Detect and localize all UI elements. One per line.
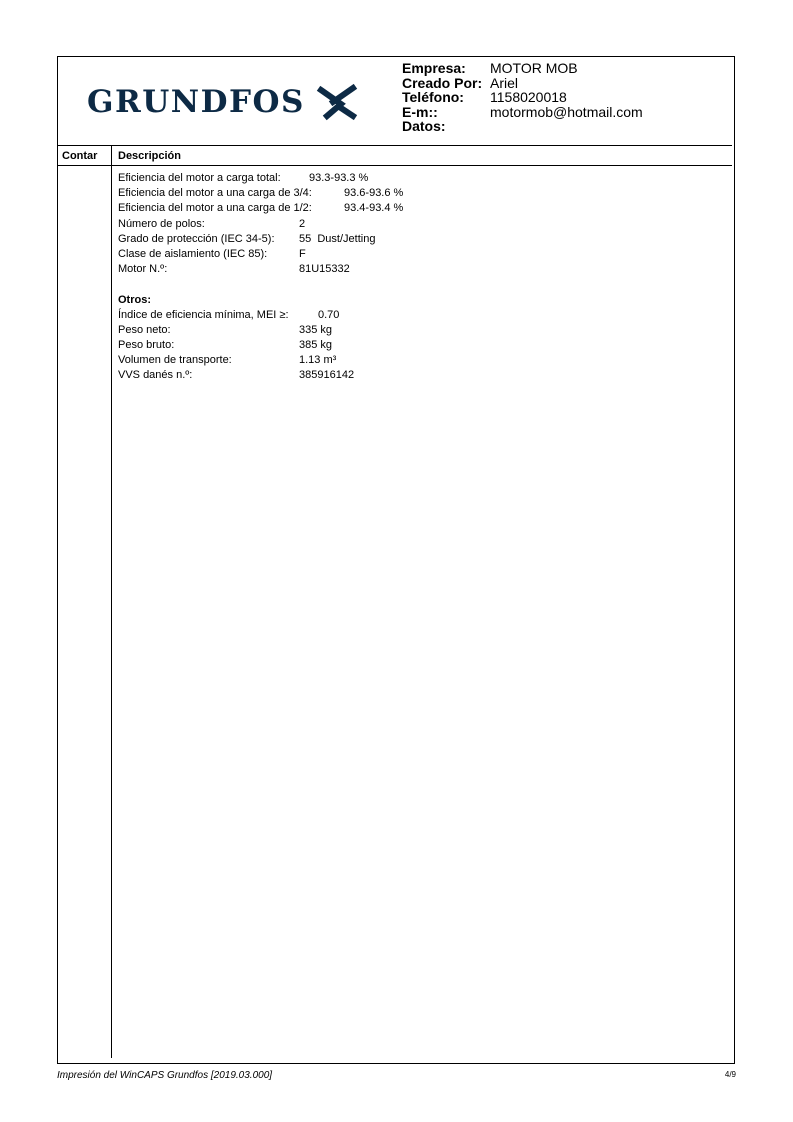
section-gap <box>118 277 312 292</box>
spec-label: Eficiencia del motor a una carga de 1/2: <box>118 202 312 215</box>
spec-label: Clase de aislamiento (IEC 85): <box>118 247 268 260</box>
spec-label: Número de polos: <box>118 217 205 230</box>
others-label: Peso bruto: <box>118 339 175 352</box>
spec-row <box>118 217 312 232</box>
column-separator <box>111 145 112 1058</box>
grundfos-x-icon <box>313 82 361 122</box>
spec-value: 55 Dust/Jetting <box>299 232 376 245</box>
description-body <box>118 171 404 384</box>
spec-label: Motor N.º: <box>118 263 168 276</box>
spec-value: 81U15332 <box>299 263 350 276</box>
column-header-description: Descripción <box>118 150 181 162</box>
header-divider <box>57 145 732 146</box>
column-header-count: Contar <box>62 150 98 162</box>
others-row <box>118 338 333 353</box>
header-value-phone: 1158020018 <box>490 89 567 105</box>
footer-print-info: Impresión del WinCAPS Grundfos [2019.03.000] <box>57 1070 273 1081</box>
grundfos-logo <box>87 77 361 127</box>
spec-row <box>118 247 312 262</box>
header-label-data: Datos: <box>402 118 446 134</box>
spec-value: 2 <box>299 217 306 230</box>
spec-row <box>118 262 350 277</box>
spec-value: 93.4-93.4 % <box>344 202 404 215</box>
spec-label: Eficiencia del motor a carga total: <box>118 172 281 184</box>
header-value-company: MOTOR MOB <box>490 60 578 76</box>
others-value: 385916142 <box>299 369 355 382</box>
spec-value: F <box>299 247 306 260</box>
others-label: Peso neto: <box>118 323 171 336</box>
spec-label: Eficiencia del motor a una carga de 3/4: <box>118 187 312 200</box>
others-label: VVS danés n.º: <box>118 369 193 382</box>
header-values <box>490 61 643 134</box>
footer-page-number: 4/9 <box>724 1070 736 1079</box>
header-label-email: E-m:: <box>402 103 438 120</box>
others-row <box>118 323 333 338</box>
spec-row <box>118 186 404 201</box>
column-header-divider <box>57 165 732 166</box>
spec-row <box>118 232 376 247</box>
header-value-created-by: Ariel <box>490 74 519 91</box>
logo-text: GRUNDFOS <box>87 84 305 120</box>
header-label-created-by: Creado Por: <box>402 74 483 91</box>
spec-label: Grado de protección (IEC 34-5): <box>118 232 275 245</box>
others-value: 385 kg <box>299 339 333 352</box>
others-value: 1.13 m³ <box>299 354 337 367</box>
others-label: Índice de eficiencia mínima, MEI ≥: <box>118 308 289 321</box>
header-value-email: motormob@hotmail.com <box>490 103 643 120</box>
header-label-phone: Teléfono: <box>402 89 464 105</box>
others-row <box>118 368 355 383</box>
header-label-company: Empresa: <box>402 60 466 76</box>
spec-value: 93.6-93.6 % <box>344 187 404 200</box>
others-label: Volumen de transporte: <box>118 354 232 367</box>
others-value: 0.70 <box>318 308 340 321</box>
header-value-data <box>490 119 643 134</box>
spec-row <box>118 201 404 216</box>
others-value: 335 kg <box>299 323 333 336</box>
others-row <box>118 308 340 323</box>
spec-value: 93.3-93.3 % <box>309 172 369 184</box>
others-row <box>118 353 337 368</box>
header-labels <box>402 61 482 134</box>
spec-row <box>118 171 369 186</box>
others-title: Otros: <box>118 293 151 306</box>
